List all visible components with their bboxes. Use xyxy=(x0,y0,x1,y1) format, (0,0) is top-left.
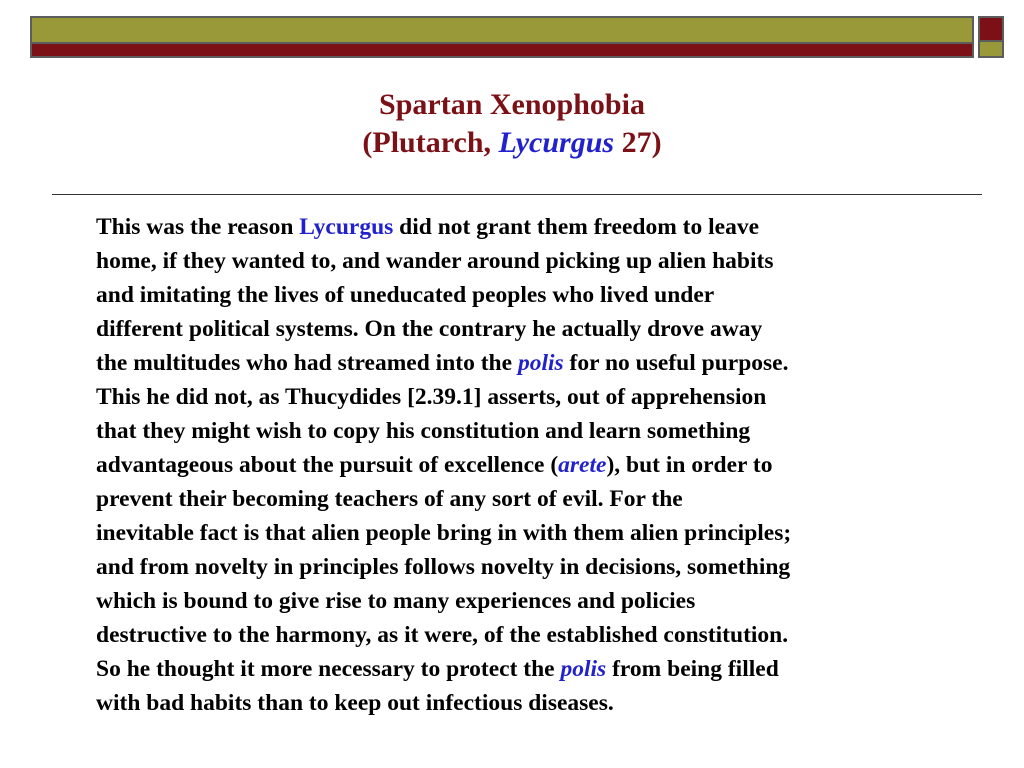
header-bar-olive-band xyxy=(30,16,974,42)
quotation-line xyxy=(96,516,956,550)
title-suffix: 27) xyxy=(614,126,662,159)
quotation-text: advantageous about the pursuit of excellence ( xyxy=(96,452,559,478)
header-corner-olive-square xyxy=(978,42,1004,58)
quotation-highlighted-term: Lycurgus xyxy=(299,214,394,240)
quotation-line xyxy=(96,448,956,482)
quotation-line xyxy=(96,210,956,244)
title-prefix: (Plutarch, xyxy=(362,126,499,159)
quotation-line xyxy=(96,550,956,584)
quotation-text: and from novelty in principles follows novelty in decisions, something xyxy=(96,554,791,580)
quotation-text: prevent their becoming teachers of any sort of evil. For the xyxy=(96,486,683,512)
quotation-line xyxy=(96,618,956,652)
quotation-line xyxy=(96,312,956,346)
quotation-line xyxy=(96,584,956,618)
quotation-line xyxy=(96,652,956,686)
quotation-body xyxy=(96,210,956,720)
quotation-text: with bad habits than to keep out infectious diseases. xyxy=(96,690,614,716)
quotation-highlighted-term: polis xyxy=(560,656,607,682)
quotation-line xyxy=(96,244,956,278)
title-line-1: Spartan Xenophobia xyxy=(379,88,645,121)
quotation-highlighted-term: arete xyxy=(558,452,607,478)
quotation-text: which is bound to give rise to many experiences and policies xyxy=(96,588,696,614)
header-bar-maroon-band xyxy=(30,42,974,58)
quotation-text: and imitating the lives of uneducated peoples who lived under xyxy=(96,282,715,308)
quotation-highlighted-term: polis xyxy=(517,350,564,376)
header-corner-maroon-square xyxy=(978,16,1004,42)
slide-header-bar xyxy=(30,16,978,58)
title-divider-line xyxy=(52,194,982,195)
quotation-text: So he thought it more necessary to protect the xyxy=(96,656,561,682)
quotation-line xyxy=(96,482,956,516)
quotation-line xyxy=(96,278,956,312)
quotation-line xyxy=(96,346,956,380)
quotation-line xyxy=(96,686,956,720)
quotation-text: that they might wish to copy his constitution and learn something xyxy=(96,418,751,444)
slide-title xyxy=(0,86,1024,162)
quotation-line xyxy=(96,414,956,448)
title-work-name: Lycurgus xyxy=(498,126,615,159)
quotation-text: This was the reason xyxy=(96,214,300,240)
quotation-text: from being filled xyxy=(606,656,779,682)
quotation-text: home, if they wanted to, and wander around picking up alien habits xyxy=(96,248,774,274)
quotation-text: destructive to the harmony, as it were, of the established constitution. xyxy=(96,622,789,648)
quotation-text: ), but in order to xyxy=(606,452,773,478)
quotation-line xyxy=(96,380,956,414)
quotation-text: inevitable fact is that alien people bring in with them alien principles; xyxy=(96,520,792,546)
quotation-text: for no useful purpose. xyxy=(563,350,789,376)
quotation-text: did not grant them freedom to leave xyxy=(393,214,760,240)
quotation-text: different political systems. On the contrary he actually drove away xyxy=(96,316,763,342)
quotation-text: the multitudes who had streamed into the xyxy=(96,350,518,376)
quotation-text: This he did not, as Thucydides [2.39.1] asserts, out of apprehension xyxy=(96,384,767,410)
title-line-2 xyxy=(0,124,1024,162)
